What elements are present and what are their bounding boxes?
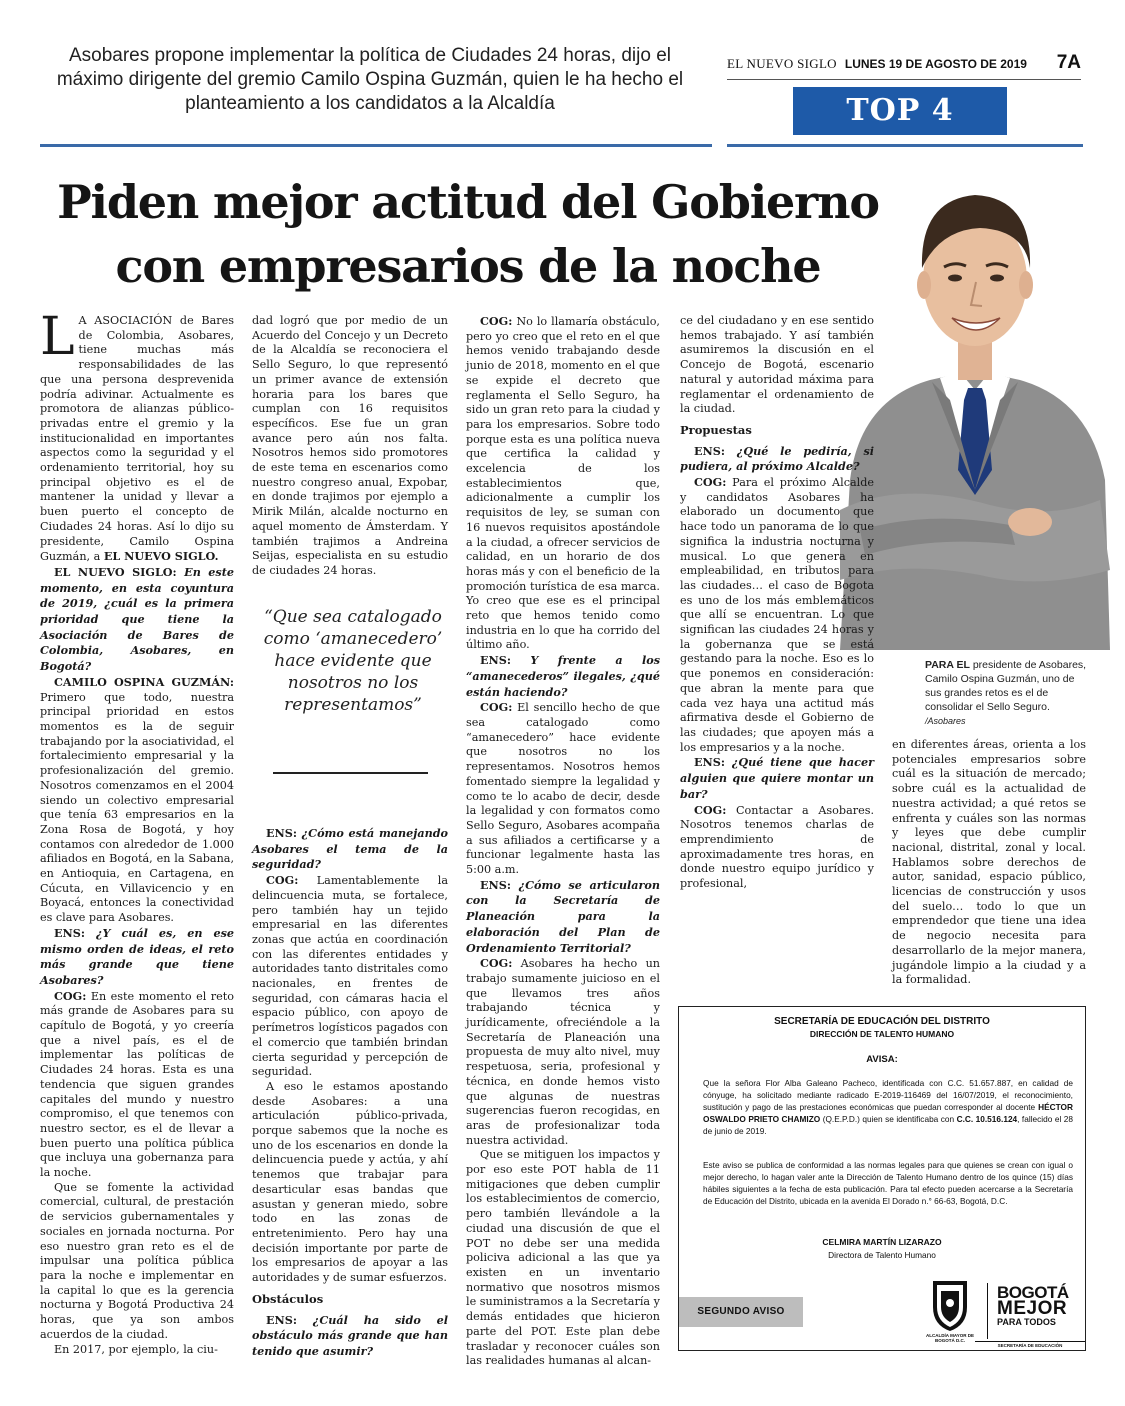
question: ENS: ¿Qué le pediría, si pudiera, al próximo Alcalde? xyxy=(680,443,874,474)
paragraph: Que se fomente la actividad comercial, cultural, de prestación de servicios gubernamentales y sociales en jornada nocturna. Por eso nuestro gran reto es el de impulsar una política pública para la noche e implementar en la capital lo que es la gerencia nocturna y Bogotá Productiva 24 horas, que ya son ambos acuerdos de la ciudad. xyxy=(40,1180,234,1341)
logo-line-3: PARA TODOS xyxy=(997,1317,1056,1327)
headline-line-2: con empresarios de la noche xyxy=(115,239,821,293)
page-number: 7A xyxy=(1056,52,1081,73)
notice-signer: CELMIRA MARTÍN LIZARAZO xyxy=(822,1237,942,1247)
question: ENS: Y frente a los “amanecederos” ilegales, ¿qué están haciendo? xyxy=(466,653,660,699)
paragraph: en diferentes áreas, orienta a los potenciales empresarios sobre cuál es la situación de mercado; sobre cuál es la actualidad de nuestra actividad; a qué retos se enfrenta y cuáles son las normas y leyes que debe cumplir nacional, distrital, zonal y local. Hablamos sobre derechos de autor, sanidad, espacio público, licencias de construcción y usos del suelo… todo lo que un emprendedor que tiene una idea de negocio necesita para desarrollarlo de la mejor manera, jugándole limpio a la ciudad y a la formalidad. xyxy=(892,738,1086,987)
caption-credit: /Asobares xyxy=(925,716,966,726)
answer: COG: No lo llamaría obstáculo, pero yo creo que el reto en el que hemos venido trabajando desde junio de 2018, momento en el que se expide el decreto que reglamenta el Sello Seguro, ha sido un gran reto para la ciudad y para los empresarios. Sobre todo porque esta es una política nueva que certifica la calidad y excelencia de los establecimientos que, adicionalmente a cumplir los requisitos de ley, se suman con 16 nuevos requisitos apostándole a la ciudad, a ofrecer servicios de calidad, en un horario de dos horas más y con el beneficio de la promoción turística de esa marca. Yo creo que ese es el principal reto que hemos tenido como industria en lo que ha corrido del último año. xyxy=(466,314,660,652)
headline-line-1: Piden mejor actitud del Gobierno xyxy=(57,175,879,229)
logo-divider xyxy=(987,1283,988,1339)
answer: COG: Lamentablemente la delincuencia muta, se fortalece, pero también hay un tejido empresarial en las diferentes zonas que actúa en coordinación con las diferentes entidades y autoridades tanto distritales como nacionales, en frentes de seguridad, con cámaras hacia el espacio público, con apoyo de perímetros logísticos pagados con el comercio que también brindan cierta seguridad y percepción de seguridad. xyxy=(252,873,448,1079)
paragraph: dad logró que por medio de un Acuerdo del Concejo y un Decreto de la Alcaldía se reconociera el Sello Seguro, lo que representó un primer avance de extensión horaria para los bares que cumplan con 16 requisitos específicos. Ese fue un gran avance pero aún nos falta. Nosotros hemos sido promotores de este tema en escenarios como nuestro congreso anual, Expobar, en donde trajimos por ejemplo a Mirik Milán, alcalde nocturno en aquel momento de Ámsterdam. Y también trajimos a Andreina Seijas, especialista en su estudio de ciudades 24 horas. xyxy=(252,314,448,577)
caption-lead: PARA EL xyxy=(925,659,970,671)
intro-paragraph: L A ASOCIACIÓN de Bares de Colombia, Asobares, tiene muchas más responsabilidades de las que una persona desprevenida podría adivinar. Actualmente es promotora de alianzas público-privadas entre el gremio y la institucionalidad en importantes aspectos como la seguridad y el ordenamiento territorial, hoy su principal objetivo es el de mantener la unidad y llevar a buen puerto el concepto de Ciudades 24 horas. Así lo dijo su presidente, Camilo Ospina Guzmán, a EL NUEVO SIGLO. xyxy=(40,307,234,564)
article-column-2-bottom xyxy=(252,826,448,1358)
question: ENS: ¿Cómo está manejando Asobares el tema de la seguridad? xyxy=(252,826,448,872)
drop-cap: L xyxy=(40,307,75,367)
question: ENS: ¿Y cuál es, en ese mismo orden de ideas, el reto más grande que tiene Asobares? xyxy=(40,925,234,987)
newspaper-name: EL NUEVO SIGLO xyxy=(727,56,837,71)
answer: COG: Contactar a Asobares. Nosotros tenemos charlas de emprendimiento de aproximadamente tres horas, en donde nuestro equipo jurídico y profesional, xyxy=(680,802,874,891)
answer: COG: Asobares ha hecho un trabajo sumamente juicioso en el que llevamos tres años trabajando técnica y jurídicamente, ofreciéndole a la Secretaría de Planeación una propuesta de muy alto nivel, muy respetuosa, seria, profesional y técnica, en donde hemos visto que algunas de nuestras sugerencias fueron recogidas, en aras de profesionalizar toda nuestra actividad. xyxy=(466,956,660,1147)
logo-subtitle: SECRETARÍA DE EDUCACIÓN xyxy=(975,1341,1085,1348)
notice-title: SECRETARÍA DE EDUCACIÓN DEL DISTRITO xyxy=(774,1016,990,1027)
logo-line-2: MEJOR xyxy=(997,1298,1068,1319)
logo-line-1: BOGOTÁ xyxy=(997,1283,1069,1302)
second-notice-label: SEGUNDO AVISO xyxy=(679,1297,803,1327)
city-seal-icon xyxy=(927,1277,973,1333)
article-column-5 xyxy=(892,738,1086,986)
question: EL NUEVO SIGLO: En este momento, en esta coyuntura de 2019, ¿cuál es la primera prioridad que tiene la Asociación de Bares de Colombia, Asobares, en Bogotá? xyxy=(40,564,234,674)
paragraph: A eso le estamos apostando desde Asobares: a una articulación público-privada, porque sabemos que la noche es uno de los escenarios en donde la delincuencia puede y actúa, y ahí tenemos que trabajar para desarticular esas bandas que asustan y generan miedo, sobre todo en las zonas de entretenimiento. Pero hay una decisión importante por parte de los empresarios de apoyar a las autoridades y de sumar esfuerzos. xyxy=(252,1079,448,1285)
notice-signer-role: Directora de Talento Humano xyxy=(828,1250,936,1260)
paragraph: ce del ciudadano y en ese sentido hemos trabajado. Y así también asumiremos la discusión en el Concejo de Bogotá, escenario natural y autoridad máxima para reglamentar el ordenamiento de la ciudad. xyxy=(680,314,874,416)
bogota-mejor-logo xyxy=(997,1285,1081,1335)
article-column-1 xyxy=(40,307,234,1356)
deck-rule xyxy=(40,144,712,147)
photo-caption xyxy=(925,658,1090,728)
article-deck: Asobares propone implementar la política de Ciudades 24 horas, dijo el máximo dirigente del gremio Camilo Ospina Guzmán, quien le ha hecho el planteamiento a los candidatos a la Alcaldía xyxy=(56,45,684,114)
caption-text: presidente de Asobares, Camilo Ospina Guzmán, uno de sus grandes retos es el de consolidar el Sello Seguro. xyxy=(925,659,1087,713)
article-column-4 xyxy=(680,314,874,986)
answer: CAMILO OSPINA GUZMÁN: Primero que todo, nuestra principal prioridad en estos momentos es la de seguir trabajando por la asociatividad, el fortalecimiento empresarial y la profesionalización del gremio. Nosotros comenzamos en el 2004 siendo un colectivo empresarial que tenía 63 empresarios en la Zona Rosa de Bogotá, y hoy contamos con alrededor de 1.000 afiliados en Bogotá, en la Sabana, en Antioquia, en Cartagena, en Cúcuta, en Villavicencio y en Boyacá, entonces la conectividad es clave para Asobares. xyxy=(40,674,234,925)
question: ENS: ¿Cuál ha sido el obstáculo más grande que han tenido que asumir? xyxy=(252,1312,448,1358)
answer: COG: En este momento el reto más grande de Asobares para su capítulo de Bogotá, y yo creería que a nivel país, es el de implementar las políticas de Ciudades 24 horas. Esta es una tendencia que siguen grandes capitales del mundo y nuestro compromiso, el que tenemos con nuestro sector, es el de llevar a buen puerto una política pública que incluya una gobernanza para la noche. xyxy=(40,988,234,1180)
masthead xyxy=(727,52,1081,80)
pull-quote-rule xyxy=(273,772,428,774)
answer: COG: Para el próximo Alcalde y candidatos Asobares ha elaborado un documento que hace todo un panorama de lo que significa la industria nocturna y musical. Lo que genera en empleabilidad, en tributos para las ciudades… el caso de Bogota es uno de los más emblemáticos que allí se encuentran. Lo que significan las ciudades 24 horas y la gobernanza que se está gestando para la noche. Eso es lo que ponemos en consideración: que abran la mente para que cada vez haya una actitud más afirmativa desde el Gobierno de las ciudades; que apoyen más a los empresarios y a la noche. xyxy=(680,475,874,754)
issue-date: LUNES 19 DE AGOSTO DE 2019 xyxy=(844,57,1027,71)
section-rule xyxy=(727,144,1083,147)
paragraph: En 2017, por ejemplo, la ciu- xyxy=(54,1342,218,1356)
question: ENS: ¿Qué tiene que hacer alguien que quiere montar un bar? xyxy=(680,755,874,801)
paragraph: Que se mitiguen los impactos y por eso este POT habla de 11 mitigaciones que deben cumplir los establecimientos de comercio, pero también llevándole a la ciudad una discusión de que el POT no debe ser una medida policiva adicional a las que ya existen en un inventario normativo que nosotros mismos le suministramos a la Secretaría y demás entidades que hicieron parte del POT. Este plan debe trasladar y reconocer cuáles son las realidades humanas al alcan- xyxy=(466,1148,660,1368)
portrait-photo xyxy=(840,150,1110,650)
pull-quote: “Que sea catalogado como ‘amanecedero’ hace evidente que nosotros no los representamos” xyxy=(263,607,443,715)
seal-label: ALCALDÍA MAYOR DE BOGOTÁ D.C. xyxy=(926,1333,974,1343)
section-badge: TOP 4 xyxy=(793,87,1007,135)
article-column-2-top xyxy=(252,314,448,582)
answer: COG: El sencillo hecho de que sea catalogado como “amanecedero” hace evidente que nosotros no los representamos. Nosotros hemos fomentado siempre la legalidad y como te lo acabo de decir, desde la legalidad y con formatos como Sello Seguro, Asobares acompaña a sus afiliados a certificarse y a funcionar legalmente hasta las 5:00 a.m. xyxy=(466,700,660,877)
article-column-3 xyxy=(466,314,660,1368)
subheading-obstaculos: Obstáculos xyxy=(252,1291,324,1306)
notice-avisa: AVISA: xyxy=(866,1054,898,1065)
notice-body-2: Este aviso se publica de conformidad a las normas legales para que quienes se crean con igual o mejor derecho, lo hagan valer ante la Dirección de Talento Humano dentro de los quince (15) días hábiles siguientes a la fecha de esta publicación. Para tal efecto pueden acercarse a la Secretaría de Educación del Distrito, ubicada en la avenida El Dorado n.° 66-63, Bogotá, D.C. xyxy=(703,1160,1073,1206)
notice-body-1: Que la señora Flor Alba Galeano Pacheco, identificada con C.C. 51.657.887, en calidad de cónyuge, ha solicitado mediante radicado E-2019-116469 del 16/07/2019, el reconocimiento, sustitución y pago de las prestaciones económicas que puedan corresponder al docente HÉCTOR OSWALDO PRIETO CHAMIZO (Q.E.P.D.) quien se identificaba con C.C. 10.516.124, fallecido el 28 de junio de 2019. xyxy=(703,1078,1073,1136)
headline xyxy=(38,170,898,298)
legal-notice-box xyxy=(678,1006,1086,1351)
question: ENS: ¿Cómo se articularon con la Secretaría de Planeación para la elaboración del Plan de Ordenamiento Territorial? xyxy=(466,877,660,955)
notice-subtitle: DIRECCIÓN DE TALENTO HUMANO xyxy=(809,1029,955,1039)
subheading-propuestas: Propuestas xyxy=(680,422,752,437)
